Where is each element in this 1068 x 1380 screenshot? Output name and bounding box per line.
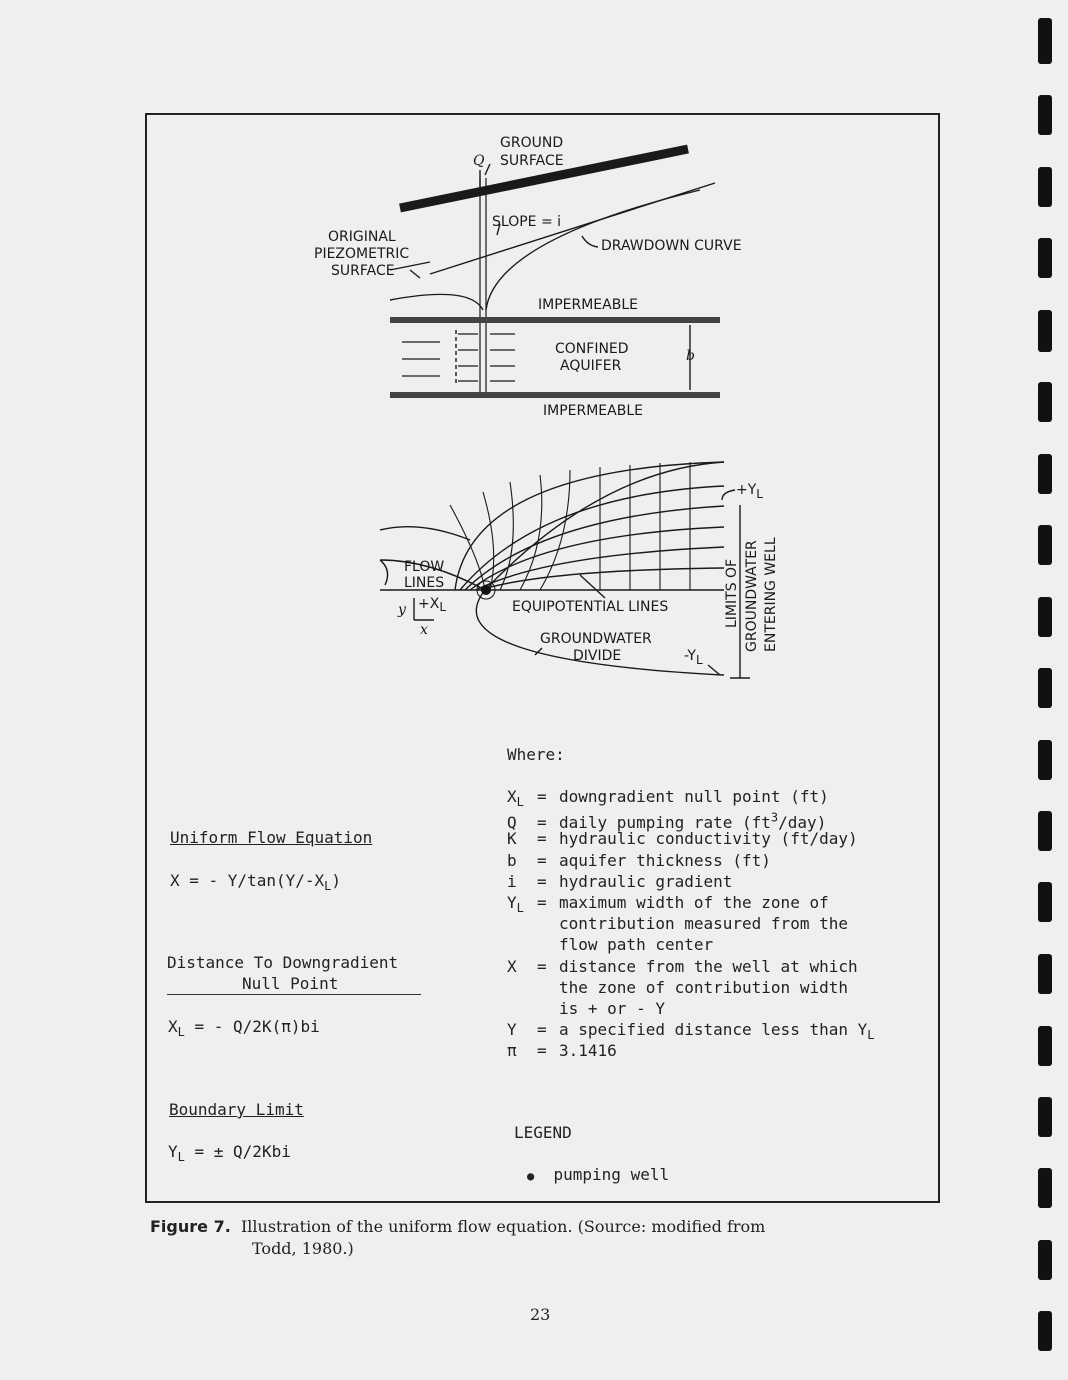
label-impermeable-bottom: IMPERMEABLE	[543, 403, 643, 419]
distance-title-2: Null Point	[242, 974, 339, 993]
definition-text: is + or - Y	[559, 999, 665, 1018]
label-original-1: ORIGINAL	[328, 229, 396, 245]
impermeable-bottom-layer	[390, 392, 720, 398]
definition-symbol: i	[507, 871, 517, 891]
label-y: y	[398, 602, 406, 618]
label-ground: GROUND	[500, 135, 564, 151]
figure-caption-line2: Todd, 1980.)	[252, 1239, 354, 1258]
definition-row	[507, 1040, 617, 1061]
label-slope: SLOPE = i	[492, 214, 562, 230]
definition-equals: =	[537, 787, 547, 806]
definition-text: contribution measured from the	[559, 914, 848, 934]
label-flow: FLOW	[404, 559, 445, 575]
definition-text: daily pumping rate $(ft^3/day)$	[559, 810, 827, 832]
label-x: x	[420, 622, 428, 638]
definition-text: hydraulic gradient	[559, 871, 733, 891]
definition-row	[507, 871, 732, 892]
definition-symbol: $Y_L$	[507, 893, 524, 916]
definition-symbol: K	[507, 829, 517, 849]
definition-equals: =	[537, 871, 547, 891]
label-b: b	[686, 348, 695, 364]
definition-text: a specified distance less than $Y_L$	[559, 1020, 875, 1043]
uniform-flow-equation: X = - $Y/\tan(Y/-X_L)$	[170, 871, 341, 894]
where-heading: Where:	[507, 745, 565, 764]
label-original-2: PIEZOMETRIC	[314, 246, 410, 262]
pumping-well-point	[481, 585, 491, 595]
definition-text: hydraulic conductivity (ft/day)	[559, 829, 858, 849]
label-aquifer: AQUIFER	[560, 358, 622, 374]
label-divide: DIVIDE	[573, 648, 622, 664]
label-surface: SURFACE	[500, 153, 564, 169]
definition-row	[507, 913, 848, 934]
definition-row	[507, 998, 665, 1019]
distance-title-1: Distance To Downgradient	[167, 953, 399, 972]
definition-equals: =	[537, 1020, 547, 1040]
definition-equals: =	[537, 1041, 547, 1061]
label-lines: LINES	[404, 575, 445, 591]
definition-symbol: Q	[507, 812, 517, 832]
definition-text: flow path center	[559, 935, 714, 955]
label-minus-yl: -YL	[684, 648, 703, 667]
definition-symbol: π	[507, 1041, 517, 1061]
legend-item: ● pumping well	[527, 1165, 670, 1184]
uniform-flow-title: Uniform Flow Equation	[170, 828, 373, 847]
label-confined: CONFINED	[555, 341, 629, 357]
label-plus-yl: +YL	[736, 482, 763, 501]
definition-text: downgradient null point (ft)	[559, 787, 829, 806]
definition-row	[507, 977, 848, 998]
distance-equation: $X_L$ = - Q/2K(π)bi	[168, 1017, 320, 1040]
definition-equals: =	[537, 812, 547, 832]
label-plus-xl: +XL	[418, 596, 447, 614]
definition-text: aquifer thickness (ft)	[559, 850, 771, 870]
figure-caption-line1: Figure 7. Illustration of the uniform flow equation. (Source: modified from	[150, 1217, 766, 1236]
label-original-3: SURFACE	[331, 263, 395, 279]
boundary-limit-title: Boundary Limit	[169, 1100, 304, 1119]
definition-row	[507, 956, 858, 977]
boundary-equation: $Y_L$ = ± Q/2Kbi	[168, 1142, 291, 1165]
definition-text: 3.1416	[559, 1041, 617, 1061]
definition-symbol: b	[507, 850, 517, 870]
label-equipotential: EQUIPOTENTIAL LINES	[512, 599, 669, 615]
impermeable-top-layer	[390, 317, 720, 323]
label-limits-of: LIMITS OF	[724, 558, 740, 628]
pumping-well-bullet-icon: ●	[527, 1169, 535, 1183]
definition-symbol: X	[507, 956, 517, 976]
label-groundwater: GROUNDWATER	[540, 631, 652, 647]
label-q: Q	[473, 153, 485, 169]
drawdown-left	[390, 294, 483, 310]
definition-row	[507, 934, 713, 955]
distance-title-rule	[167, 994, 421, 995]
definition-symbol: $X_L$	[507, 787, 524, 810]
flow-net-outer	[485, 462, 724, 590]
definition-row	[507, 850, 771, 871]
legend-title: LEGEND	[514, 1123, 572, 1142]
definition-text: maximum width of the zone of	[559, 893, 829, 912]
definition-equals: =	[537, 829, 547, 849]
definition-text: distance from the well at which	[559, 956, 858, 976]
definition-row	[507, 828, 858, 849]
definition-text: the zone of contribution width	[559, 977, 848, 997]
definition-equals: =	[537, 893, 547, 912]
definition-equals: =	[537, 850, 547, 870]
label-impermeable-top: IMPERMEABLE	[538, 297, 638, 313]
page-number: 23	[530, 1305, 551, 1324]
definition-equals: =	[537, 956, 547, 976]
label-drawdown: DRAWDOWN CURVE	[601, 238, 742, 254]
label-limits-entering: ENTERING WELL	[763, 537, 779, 652]
label-limits-groundwater: GROUNDWATER	[744, 540, 760, 652]
definition-symbol: Y	[507, 1020, 517, 1040]
